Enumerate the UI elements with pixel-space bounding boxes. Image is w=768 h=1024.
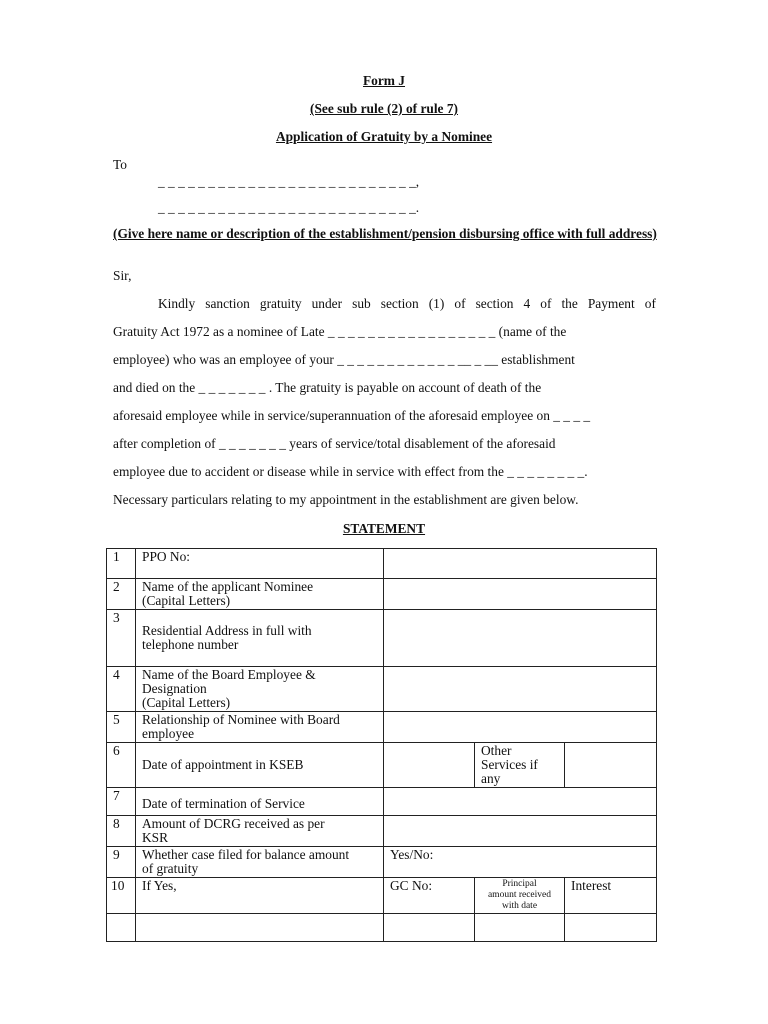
body-line-4: and died on the _ _ _ _ _ _ _ . The gratuity is payable on account of death of the xyxy=(113,380,542,395)
table-row xyxy=(107,788,657,816)
address-line-2: _ _ _ _ _ _ _ _ _ _ _ _ _ _ _ _ _ _ _ _ _ _ _ _ _ _. xyxy=(158,200,420,215)
row-number: 8 xyxy=(107,816,136,847)
other-services-label: Other Services if any xyxy=(475,743,565,788)
row-label: Name of the Board Employee & Designation (Capital Letters) xyxy=(136,667,384,712)
salutation: Sir, xyxy=(113,268,132,283)
ppo-no-field[interactable] xyxy=(384,549,657,579)
form-title: Form J xyxy=(362,73,406,88)
interest-field[interactable] xyxy=(565,914,657,942)
row-label: Amount of DCRG received as per KSR xyxy=(136,816,384,847)
termination-date-field[interactable] xyxy=(384,788,657,816)
table-row xyxy=(107,878,657,914)
table-row xyxy=(107,549,657,579)
row-number: 1 xyxy=(107,549,136,579)
relationship-field[interactable] xyxy=(384,712,657,743)
table-row xyxy=(107,667,657,712)
principal-amount-field[interactable] xyxy=(475,914,565,942)
body-line-1: Kindly sanction gratuity under sub section (1) of section 4 of the Payment of xyxy=(158,296,656,311)
row-number: 6 xyxy=(107,743,136,788)
to-label: To xyxy=(113,157,127,172)
row-number: 7 xyxy=(107,788,136,816)
body-line-2: Gratuity Act 1972 as a nominee of Late _ _ _ _ _ _ _ _ _ _ _ _ _ _ _ _ _ (name of the xyxy=(113,324,567,339)
form-heading: Application of Gratuity by a Nominee xyxy=(275,129,493,144)
blank-cell[interactable] xyxy=(384,914,475,942)
table-row xyxy=(107,816,657,847)
rule-reference: (See sub rule (2) of rule 7) xyxy=(309,101,459,116)
table-row xyxy=(107,914,657,942)
row-number: 9 xyxy=(107,847,136,878)
row-number: 3 xyxy=(107,610,136,667)
row-label: Relationship of Nominee with Board employee xyxy=(136,712,384,743)
appointment-date-field[interactable] xyxy=(384,743,475,788)
row-number: 4 xyxy=(107,667,136,712)
interest-label: Interest xyxy=(565,878,657,914)
row-label: Name of the applicant Nominee (Capital Letters) xyxy=(136,579,384,610)
table-row xyxy=(107,743,657,788)
gc-no-field[interactable]: GC No: xyxy=(384,878,475,914)
employee-name-field[interactable] xyxy=(384,667,657,712)
table-row xyxy=(107,579,657,610)
body-line-7: employee due to accident or disease while in service with effect from the _ _ _ _ _ _ _ _. xyxy=(113,464,588,479)
statement-table xyxy=(106,548,657,942)
row-label: PPO No: xyxy=(136,549,384,579)
body-line-3: employee) who was an employee of your _ _ _ _ _ _ _ _ _ _ _ _ __ _ __ establishment xyxy=(113,352,575,367)
table-row xyxy=(107,712,657,743)
application-body xyxy=(113,290,656,514)
table-row xyxy=(107,847,657,878)
blank-cell xyxy=(107,914,136,942)
case-filed-field[interactable]: Yes/No: xyxy=(384,847,657,878)
row-label: If Yes, xyxy=(136,878,384,914)
table-row xyxy=(107,610,657,667)
row-label: Date of appointment in KSEB xyxy=(136,743,384,788)
address-line-1: _ _ _ _ _ _ _ _ _ _ _ _ _ _ _ _ _ _ _ _ _ _ _ _ _ _, xyxy=(158,174,420,189)
body-line-6: after completion of _ _ _ _ _ _ _ years of service/total disablement of the aforesaid xyxy=(113,436,556,451)
address-instruction: (Give here name or description of the establishment/pension disbursing office with full address) xyxy=(113,226,657,241)
row-number: 2 xyxy=(107,579,136,610)
row-label: Whether case filed for balance amount of gratuity xyxy=(136,847,384,878)
other-services-field[interactable] xyxy=(565,743,657,788)
principal-amount-label: Principal amount received with date xyxy=(475,878,565,914)
statement-heading: STATEMENT xyxy=(342,521,426,536)
row-number: 10 xyxy=(107,878,136,914)
blank-cell[interactable] xyxy=(136,914,384,942)
body-line-8: Necessary particulars relating to my appointment in the establishment are given below. xyxy=(113,492,579,507)
body-line-5: aforesaid employee while in service/superannuation of the aforesaid employee on _ _ _ _ xyxy=(113,408,591,423)
nominee-name-field[interactable] xyxy=(384,579,657,610)
row-label: Residential Address in full with telephone number xyxy=(136,610,384,667)
row-label: Date of termination of Service xyxy=(136,788,384,816)
dcrg-amount-field[interactable] xyxy=(384,816,657,847)
address-field[interactable] xyxy=(384,610,657,667)
row-number: 5 xyxy=(107,712,136,743)
